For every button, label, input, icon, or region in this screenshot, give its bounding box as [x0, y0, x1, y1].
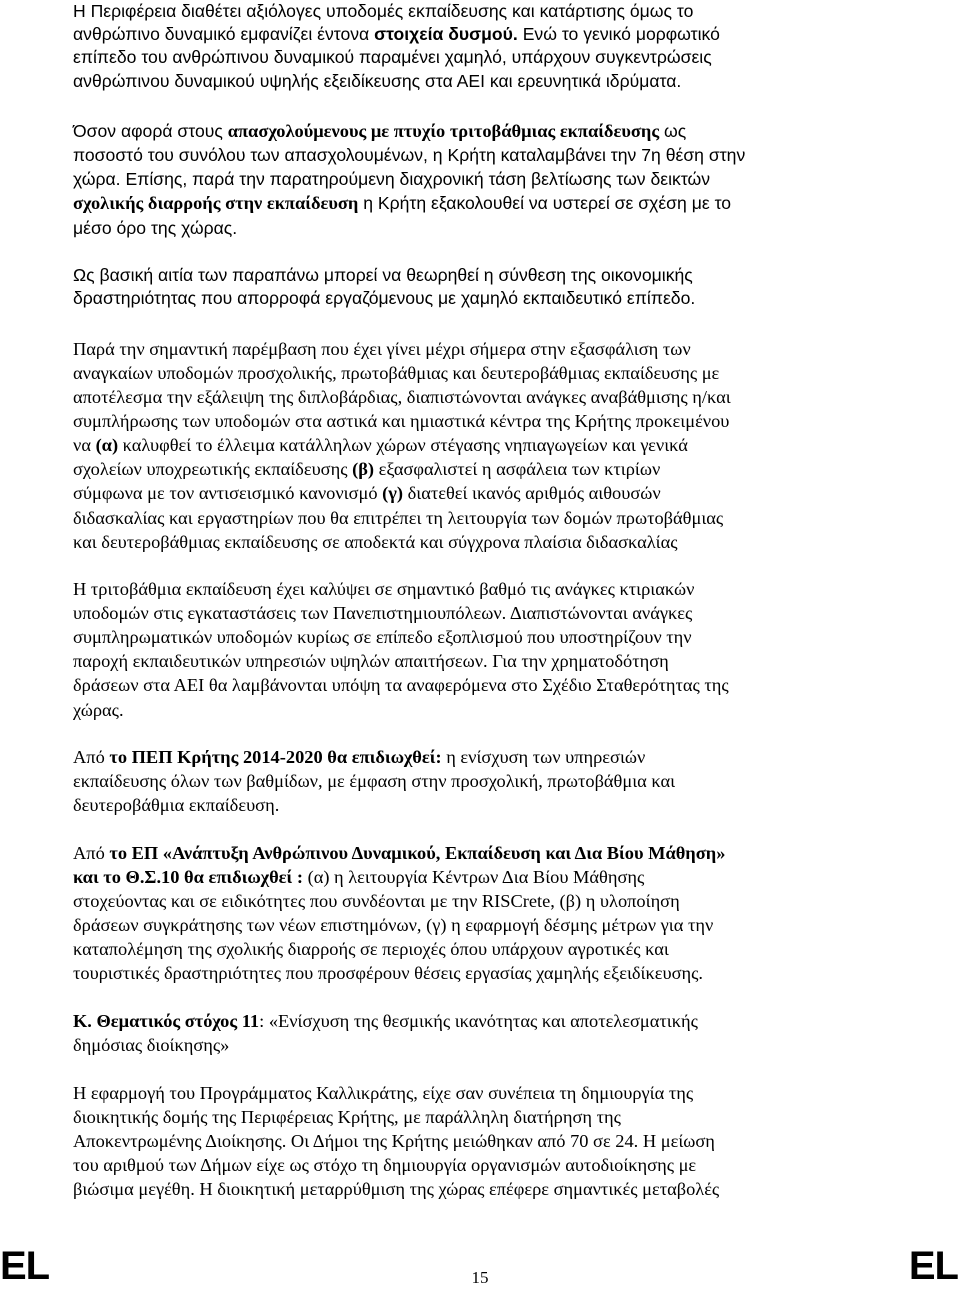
text-run: χώρας. [73, 700, 124, 720]
bold-term: και το Θ.Σ.10 θα επιδιωχθεί : [73, 867, 303, 887]
text-line [73, 410, 729, 433]
text-line [73, 626, 692, 649]
bold-term: (γ) [382, 483, 404, 503]
text-run: παροχή εκπαιδευτικών υπηρεσιών υψηλών απαιτήσεων. Για την χρηματοδότηση [73, 651, 669, 671]
text-run: Από [73, 747, 110, 767]
bold-term: (α) [95, 435, 119, 455]
text-line [73, 842, 725, 865]
footer-language-mark-left: EL [0, 1244, 50, 1288]
text-run: Ως βασική αιτία των παραπάνω μπορεί να θεωρηθεί η σύνθεση της οικονομικής [73, 265, 693, 285]
text-run: Η Περιφέρεια διαθέτει αξιόλογες υποδομές εκπαίδευσης και κατάρτισης όμως το [73, 1, 694, 21]
text-line [73, 1178, 719, 1201]
text-run: η Κρήτη εξακολουθεί να υστερεί σε σχέση με το [358, 193, 732, 213]
text-line [73, 1034, 229, 1057]
text-line [73, 938, 669, 961]
text-run: Ενώ το γενικό μορφωτικό [517, 24, 720, 44]
text-run: διοικητικής δομής της Περιφέρειας Κρήτης, με παράλληλη διατήρηση της [73, 1107, 621, 1127]
text-run: Από [73, 843, 110, 863]
footer-language-mark-right: EL [908, 1244, 958, 1288]
heading-title: : «Ενίσχυση της θεσμικής ικανότητας και αποτελεσματικής [259, 1011, 698, 1031]
text-line [73, 168, 710, 191]
text-run: διατεθεί ικανός αριθμός αιθουσών [403, 483, 661, 503]
text-run: καταπολέμηση της σχολικής διαρροής σε περιοχές όπου υπάρχουν αγροτικές και [73, 939, 669, 959]
text-run: αναγκαίων υποδομών προσχολικής, πρωτοβάθμιας και δευτεροβάθμιας εκπαίδευσης με [73, 363, 720, 383]
text-run: στοχεύοντας και σε ειδικότητες που συνδέονται με την RISCrete, (β) η υλοποίηση [73, 891, 680, 911]
text-line [73, 699, 124, 722]
text-run: Η εφαρμογή του Προγράμματος Καλλικράτης, είχε σαν συνέπεια τη δημιουργία της [73, 1083, 694, 1103]
bold-term: σχολικής διαρροής στην εκπαίδευση [73, 193, 359, 213]
text-run: ανθρώπινου δυναμικού υψηλής εξειδίκευσης στα ΑΕΙ και ερευνητικά ιδρύματα. [73, 71, 682, 91]
text-line [73, 1082, 693, 1105]
text-run: συμπληρωματικών υποδομών κυρίως σε επίπεδο εξοπλισμού που υποστηρίζουν την [73, 627, 692, 647]
text-line [73, 866, 644, 889]
text-line [73, 46, 712, 69]
text-run: δράσεων στα ΑΕΙ θα λαμβάνονται υπόψη τα αναφερόμενα στο Σχέδιο Σταθερότητας της [73, 675, 729, 695]
text-line [73, 602, 692, 625]
text-line [73, 531, 678, 554]
text-line [73, 746, 645, 769]
text-line [73, 482, 661, 505]
text-line [73, 507, 723, 530]
text-run: και δευτεροβάθμιας εκπαίδευσης σε αποδεκτά και σύγχρονα πλαίσια διδασκαλίας [73, 532, 678, 552]
text-line [73, 0, 693, 23]
text-line [73, 674, 729, 697]
heading-title: δημόσιας διοίκησης» [73, 1035, 230, 1055]
text-line [73, 338, 691, 361]
text-run: σχολείων υποχρεωτικής εκπαίδευσης [73, 459, 353, 479]
text-run: εξασφαλιστεί η ασφάλεια των κτιρίων [374, 459, 661, 479]
text-line [73, 70, 681, 93]
text-line [73, 23, 720, 46]
text-line [73, 1010, 698, 1033]
text-run: μέσο όρο της χώρας. [73, 218, 238, 238]
text-run: Αποκεντρωμένης Διοίκησης. Οι Δήμοι της Κρήτης μειώθηκαν από 70 σε 24. Η μείωση [73, 1131, 715, 1151]
text-run: εκπαίδευσης όλων των βαθμίδων, με έμφαση στην προσχολική, πρωτοβάθμια και [73, 771, 676, 791]
text-run: δραστηριότητας που απορροφά εργαζόμενους με χαμηλό εκπαιδευτικό επίπεδο. [73, 288, 696, 308]
text-run: δράσεων συγκράτησης των νέων επιστημόνων, (γ) η εφαρμογή δέσμης μέτρων για την [73, 915, 714, 935]
text-run: του αριθμού των Δήμων είχε ως στόχο τη δημιουργία οργανισμών αυτοδιοίκησης με [73, 1155, 697, 1175]
bold-term: το ΠΕΠ Κρήτης 2014-2020 θα επιδιωχθεί: [109, 747, 442, 767]
text-run: βιώσιμα μεγέθη. Η διοικητική μεταρρύθμιση της χώρας επέφερε σημαντικές μεταβολές [73, 1179, 720, 1199]
text-line [73, 192, 731, 215]
text-line [73, 914, 713, 937]
text-run: διδασκαλίας και εργαστηρίων που θα επιτρέπει τη λειτουργία των δομών πρωτοβάθμιας [73, 508, 724, 528]
text-run: αποτέλεσμα την εξάλειψη της διπλοβάρδιας, διαπιστώνονται ανάγκες αναβάθμισης η/και [73, 387, 731, 407]
text-run: επίπεδο του ανθρώπινου δυναμικού παραμένει χαμηλό, υπάρχουν συγκεντρώσεις [73, 47, 712, 67]
text-run: ανθρώπινο δυναμικό εμφανίζει έντονα [73, 24, 375, 44]
text-run: Όσον αφορά στους [73, 121, 228, 141]
text-line [73, 264, 693, 287]
text-line [73, 578, 694, 601]
bold-term: απασχολούμενους με πτυχίο τριτοβάθμιας εκπαίδευσης [227, 121, 660, 141]
text-line [73, 1106, 621, 1129]
text-line [73, 144, 745, 167]
page-number: 15 [471, 1268, 489, 1287]
text-line [73, 794, 279, 817]
text-line [73, 458, 660, 481]
text-run: καλυφθεί το έλλειμα κατάλληλων χώρων στέγασης νηπιαγωγείων και γενικά [118, 435, 688, 455]
text-run: (α) η λειτουργία Κέντρων Δια Βίου Μάθησης [302, 867, 645, 887]
bold-term: (β) [352, 459, 375, 479]
text-run: συμπλήρωσης των υποδομών στα αστικά και ημιαστικά κέντρα της Κρήτης προκειμένου [73, 411, 730, 431]
text-line [73, 362, 719, 385]
text-run: τουριστικές δραστηριότητες που προσφέρουν θέσεις εργασίας χαμηλής εξειδίκευσης. [73, 963, 704, 983]
text-line [73, 287, 695, 310]
text-line [73, 770, 675, 793]
bold-term: στοιχεία δυσμού. [374, 24, 518, 44]
text-run: Η τριτοβάθμια εκπαίδευση έχει καλύψει σε σημαντικό βαθμό τις ανάγκες κτιριακών [73, 579, 695, 599]
text-run: η ενίσχυση των υπηρεσιών [441, 747, 646, 767]
text-run: δευτεροβάθμια εκπαίδευση. [73, 795, 280, 815]
text-run: να [73, 435, 96, 455]
text-line [73, 1154, 696, 1177]
heading-label: Κ. Θεματικός στόχος 11 [73, 1011, 260, 1031]
text-run: ποσοστό του συνόλου των απασχολουμένων, η Κρήτη καταλαμβάνει την 7η θέση στην [73, 145, 746, 165]
text-run: χώρα. Επίσης, παρά την παρατηρούμενη διαχρονική τάση βελτίωσης των δεικτών [73, 169, 711, 189]
text-line [73, 217, 237, 240]
text-line [73, 1130, 715, 1153]
text-run: σύμφωνα με τον αντισεισμικό κανονισμό [73, 483, 383, 503]
text-run: Παρά την σημαντική παρέμβαση που έχει γίνει μέχρι σήμερα στην εξασφάλιση των [73, 339, 691, 359]
text-line [73, 650, 669, 673]
bold-term: το ΕΠ «Ανάπτυξη Ανθρώπινου Δυναμικού, Εκπαίδευση και Δια Βίου Μάθηση» [109, 843, 726, 863]
text-line [73, 386, 731, 409]
text-line [73, 890, 680, 913]
text-run: ως [659, 121, 687, 141]
text-line [73, 434, 688, 457]
text-line [73, 962, 703, 985]
text-run: υποδομών στις εγκαταστάσεις των Πανεπιστημιουπόλεων. Διαπιστώνονται ανάγκες [73, 603, 693, 623]
text-line [73, 120, 686, 143]
